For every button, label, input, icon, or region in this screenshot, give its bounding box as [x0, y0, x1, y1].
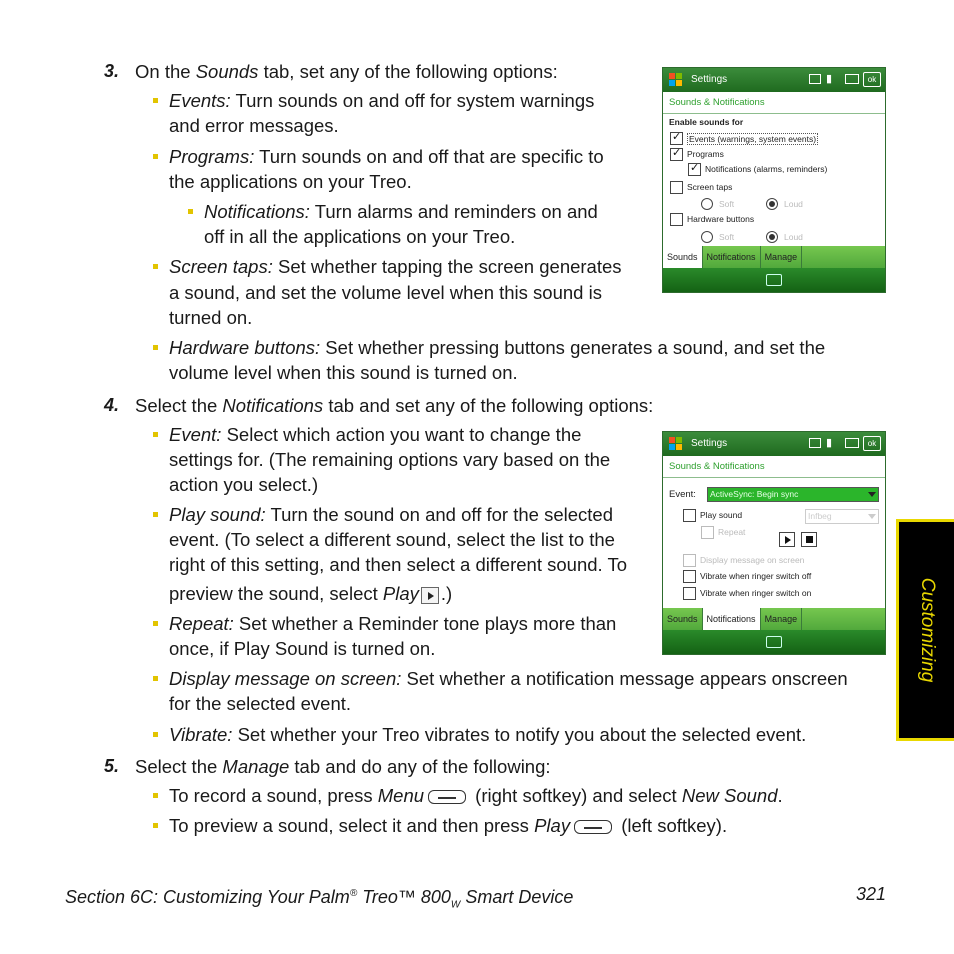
event-dropdown[interactable] [707, 487, 879, 502]
hardware-buttons-description-cont: volume level when this sound is turned on. [169, 362, 518, 383]
hardware-loud-label: Loud [784, 232, 803, 242]
tab-notifications[interactable]: Notifications [703, 246, 761, 270]
screen-taps-soft-radio[interactable] [701, 198, 713, 210]
windows-start-icon [669, 437, 682, 450]
tab-manage[interactable]: Manage [761, 608, 803, 632]
bullet [153, 823, 158, 828]
screen-subtitle: Sounds & Notifications [663, 92, 885, 114]
screen-taps-checkbox[interactable] [670, 181, 683, 194]
activesync-icon [809, 74, 821, 84]
vibrate-ringer-on-label: Vibrate when ringer switch on [700, 588, 812, 598]
record-sound-instruction: To record a sound, press Menu (right softkey) and select New Sound. [169, 785, 783, 806]
keyboard-icon[interactable] [766, 636, 782, 648]
sound-dropdown-value: Infbeg [808, 511, 832, 521]
softkey-bar [663, 268, 885, 292]
repeat-label: Repeat [718, 527, 746, 537]
section-side-tab-label: Customizing [916, 577, 938, 683]
notifications-description-cont: off in all the applications on your Treo. [204, 226, 516, 247]
play-sound-description-cont3: preview the sound, select Play .) [169, 583, 453, 604]
display-message-description-cont: for the selected event. [169, 693, 352, 714]
events-checkbox[interactable] [670, 132, 683, 145]
display-message-description: Display message on screen: Set whether a notification message appears onscreen [169, 668, 848, 689]
chevron-down-icon [868, 514, 876, 519]
section-side-tab [896, 519, 954, 741]
screen-taps-description-cont: a sound, and set the volume level when this sound is [169, 282, 602, 303]
left-softkey-icon [574, 820, 612, 834]
screen-taps-loud-label: Loud [784, 199, 803, 209]
play-button[interactable] [779, 532, 795, 547]
repeat-description-cont: once, if Play Sound is turned on. [169, 638, 436, 659]
tab-manage[interactable]: Manage [761, 246, 803, 270]
vibrate-ringer-off-label: Vibrate when ringer switch off [700, 571, 812, 581]
step-4-number: 4. [104, 395, 120, 415]
bullet [153, 732, 158, 737]
bullet [153, 512, 158, 517]
ok-button[interactable]: ok [863, 436, 881, 451]
programs-description: Programs: Turn sounds on and off that are specific to [169, 146, 604, 167]
event-dropdown-value: ActiveSync: Begin sync [710, 489, 799, 499]
repeat-checkbox[interactable] [701, 526, 714, 539]
play-sound-description-cont2: right of this setting, and then select a different sound. To [169, 554, 628, 575]
screen-title: Settings [691, 74, 728, 85]
screen-taps-description: Screen taps: Set whether tapping the screen generates [169, 256, 622, 277]
tab-bar [663, 246, 885, 270]
display-message-label: Display message on screen [700, 555, 805, 565]
repeat-description: Repeat: Set whether a Reminder tone plays more than [169, 613, 617, 634]
hardware-buttons-label: Hardware buttons [687, 214, 755, 224]
stop-button[interactable] [801, 532, 817, 547]
bullet [153, 432, 158, 437]
notifications-label: Notifications (alarms, reminders) [705, 164, 828, 174]
vibrate-description: Vibrate: Set whether your Treo vibrates to notify you about the selected event. [169, 724, 807, 745]
footer-section-title: Section 6C: Customizing Your Palm® Treo™ $800_W$ Smart Device [65, 887, 574, 911]
sounds-options [663, 114, 885, 246]
event-description: Event: Select which action you want to change the [169, 424, 582, 445]
screen-subtitle: Sounds & Notifications [663, 456, 885, 478]
screen-taps-description-cont2: turned on. [169, 307, 253, 328]
chevron-down-icon [868, 492, 876, 497]
hardware-buttons-description: Hardware buttons: Set whether pressing buttons generates a sound, and set the [169, 337, 826, 358]
sounds-tab-screenshot [662, 67, 886, 293]
programs-description-cont: the applications on your Treo. [169, 171, 412, 192]
ok-button[interactable]: ok [863, 72, 881, 87]
page-number: 321 [856, 884, 887, 904]
step-5-number: 5. [104, 756, 120, 776]
bullet [188, 209, 193, 214]
screen-taps-soft-label: Soft [719, 199, 735, 209]
vibrate-ringer-off-checkbox[interactable] [683, 570, 696, 583]
activesync-icon [809, 438, 821, 448]
keyboard-icon[interactable] [766, 274, 782, 286]
bullet [153, 98, 158, 103]
step-3-intro: On the Sounds tab, set any of the following options: [135, 61, 558, 82]
events-label: Events (warnings, system events) [689, 134, 817, 144]
notifications-tab-screenshot [662, 431, 886, 655]
event-description-cont2: action you select.) [169, 474, 319, 495]
tab-sounds[interactable]: Sounds [663, 246, 703, 270]
bullet [153, 621, 158, 626]
step-4-intro: Select the Notifications tab and set any of the following options: [135, 395, 654, 416]
battery-icon [845, 74, 859, 84]
play-sound-description-cont: event. (To select a different sound, select the list to the [169, 529, 615, 550]
step-5-intro: Select the Manage tab and do any of the following: [135, 756, 551, 777]
enable-sounds-heading: Enable sounds for [669, 117, 744, 127]
bullet [153, 676, 158, 681]
bullet [153, 345, 158, 350]
play-sound-description: Play sound: Turn the sound on and off for the selected [169, 504, 613, 525]
bullet [153, 264, 158, 269]
windows-start-icon [669, 73, 682, 86]
right-softkey-icon [428, 790, 466, 804]
tab-notifications[interactable]: Notifications [703, 608, 761, 632]
signal-icon: ▮ [826, 73, 833, 85]
display-message-checkbox[interactable] [683, 554, 696, 567]
signal-icon: ▮ [826, 437, 833, 449]
hardware-soft-radio[interactable] [701, 231, 713, 243]
notifications-checkbox[interactable] [688, 163, 701, 176]
screen-taps-loud-radio[interactable] [766, 198, 778, 210]
hardware-loud-radio[interactable] [766, 231, 778, 243]
programs-label: Programs [687, 149, 724, 159]
notifications-options [663, 478, 885, 608]
event-label: Event: [669, 489, 696, 500]
event-description-cont: settings for. (The remaining options vary based on the [169, 449, 611, 470]
preview-sound-instruction: To preview a sound, select it and then press Play (left softkey). [169, 815, 728, 836]
bullet [153, 154, 158, 159]
hardware-soft-label: Soft [719, 232, 735, 242]
hardware-buttons-checkbox[interactable] [670, 213, 683, 226]
play-icon [421, 587, 439, 604]
events-description-cont: and error messages. [169, 115, 339, 136]
screen-taps-label: Screen taps [687, 182, 733, 192]
sound-dropdown[interactable] [805, 509, 879, 524]
battery-icon [845, 438, 859, 448]
vibrate-ringer-on-checkbox[interactable] [683, 587, 696, 600]
title-bar [663, 68, 885, 92]
play-sound-label: Play sound [700, 510, 743, 520]
bullet [153, 793, 158, 798]
softkey-bar [663, 630, 885, 654]
events-description: Events: Turn sounds on and off for system warnings [169, 90, 595, 111]
programs-checkbox[interactable] [670, 148, 683, 161]
tab-bar [663, 608, 885, 632]
step-3-number: 3. [104, 61, 120, 81]
title-bar [663, 432, 885, 456]
screen-title: Settings [691, 438, 728, 449]
notifications-description: Notifications: Turn alarms and reminders on and [204, 201, 598, 222]
tab-sounds[interactable]: Sounds [663, 608, 703, 632]
play-sound-checkbox[interactable] [683, 509, 696, 522]
